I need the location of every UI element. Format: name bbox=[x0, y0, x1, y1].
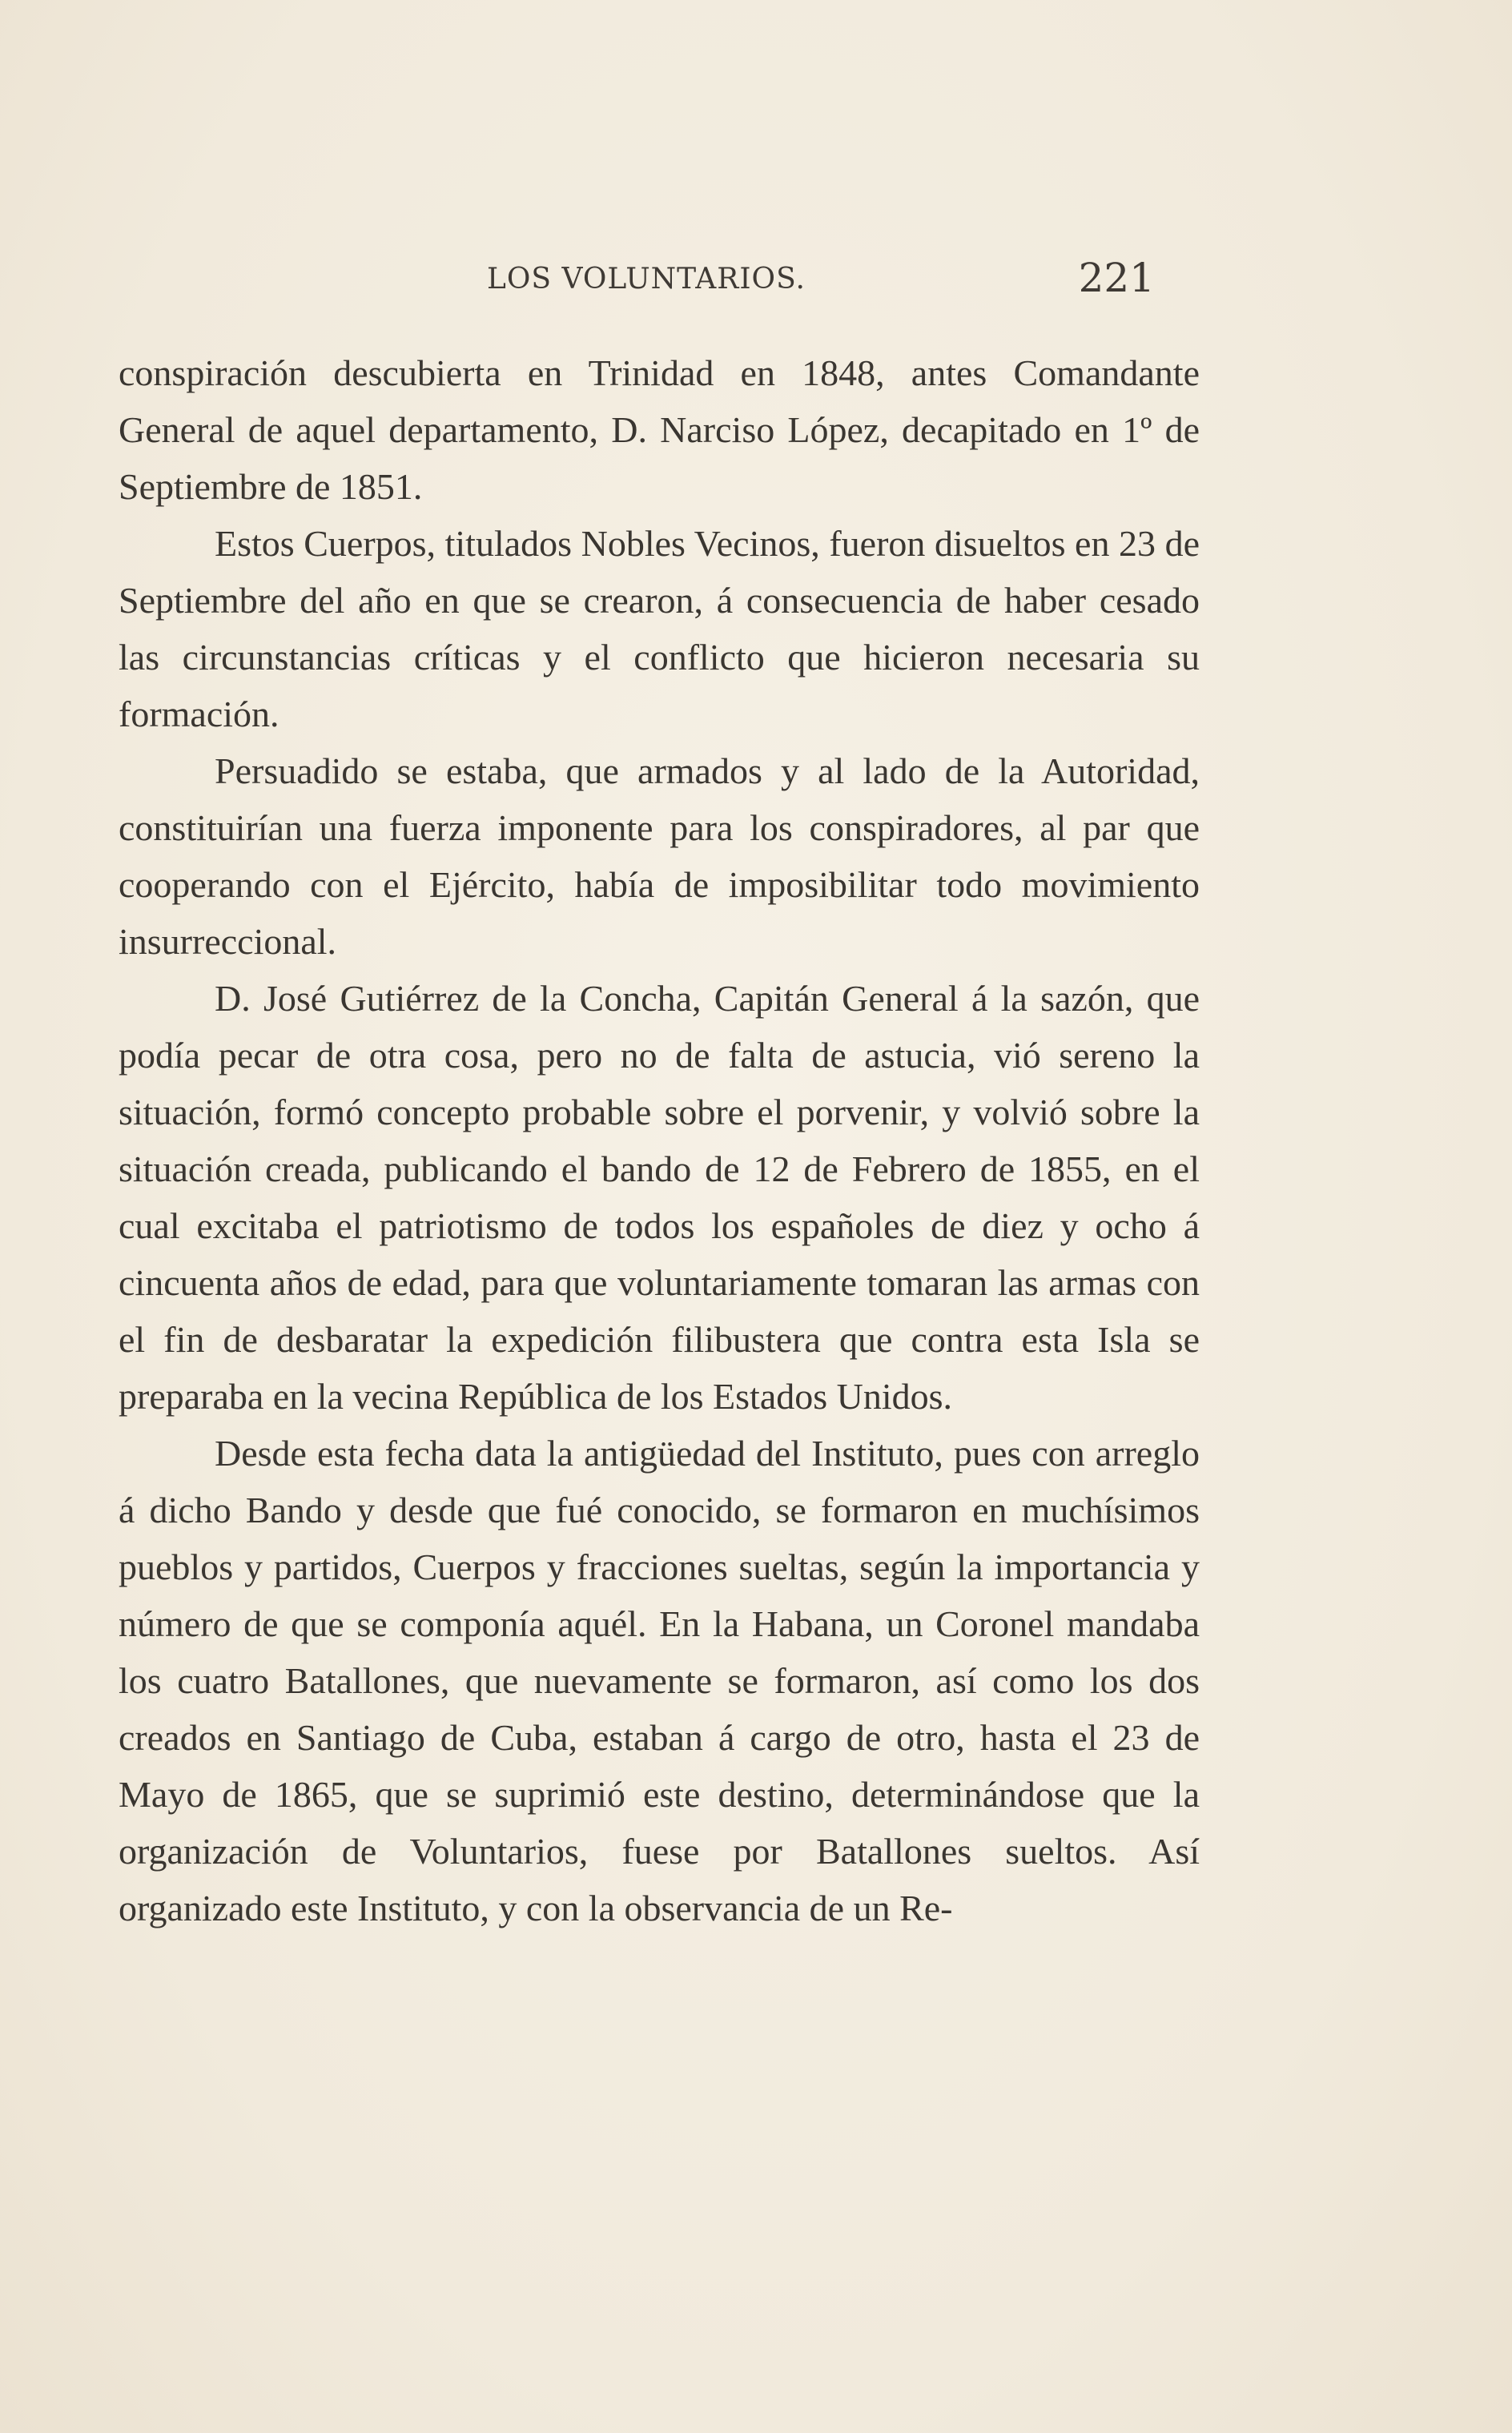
paragraph-persuadido: Persuadido se estaba, que armados y al lado de la Autoridad, constituirían una fuerza imponente para los conspiradores, al par que cooperando con el Ejército, había de imposibilitar todo movimiento insurreccional. bbox=[119, 750, 1200, 962]
paragraph-nobles-vecinos: Estos Cuerpos, titulados Nobles Vecinos, fueron disueltos en 23 de Septiembre del año en que se crearon, á consecuencia de haber cesado las circunstancias críticas y el conflicto que hicieron necesaria su formación. bbox=[119, 523, 1200, 734]
paragraph-antiguedad-instituto: Desde esta fecha data la antigüedad del Instituto, pues con arreglo á dicho Bando y desde que fué conocido, se formaron en muchísimos pueblos y partidos, Cuerpos y fracciones sueltas, según la importancia y número de que se componía aquél. En la Habana, un Coronel mandaba los cuatro Batallones, que nuevamente se formaron, así como los dos creados en Santiago de Cuba, estaban á cargo de otro, hasta el 23 de Mayo de 1865, que se suprimió este destino, determinándose que la organización de Voluntarios, fuese por Batallones sueltos. Así organizado este Instituto, y con la observancia de un Re- bbox=[119, 1433, 1200, 1928]
running-head bbox=[119, 255, 1155, 303]
paragraph-gutierrez-concha: D. José Gutiérrez de la Concha, Capitán General á la sazón, que podía pecar de otra cosa, pero no de falta de astucia, vió sereno la situación, formó concepto probable sobre el porvenir, y volvió sobre la situación creada, publicando el bando de 12 de Febrero de 1855, en el cual excitaba el patriotismo de todos los españoles de diez y ocho á cincuenta años de edad, para que voluntariamente tomaran las armas con el fin de desbaratar la expedición filibustera que contra esta Isla se preparaba en la vecina República de los Estados Unidos. bbox=[119, 978, 1200, 1417]
paragraph-continuation: conspiración descubierta en Trinidad en 1848, antes Comandante General de aquel departamento, D. Narciso López, decapitado en 1º de Septiembre de 1851. bbox=[119, 352, 1200, 507]
body-text bbox=[119, 344, 1200, 1936]
running-title: LOS VOLUNTARIOS. bbox=[487, 263, 806, 296]
page-number: 221 bbox=[1078, 255, 1155, 301]
